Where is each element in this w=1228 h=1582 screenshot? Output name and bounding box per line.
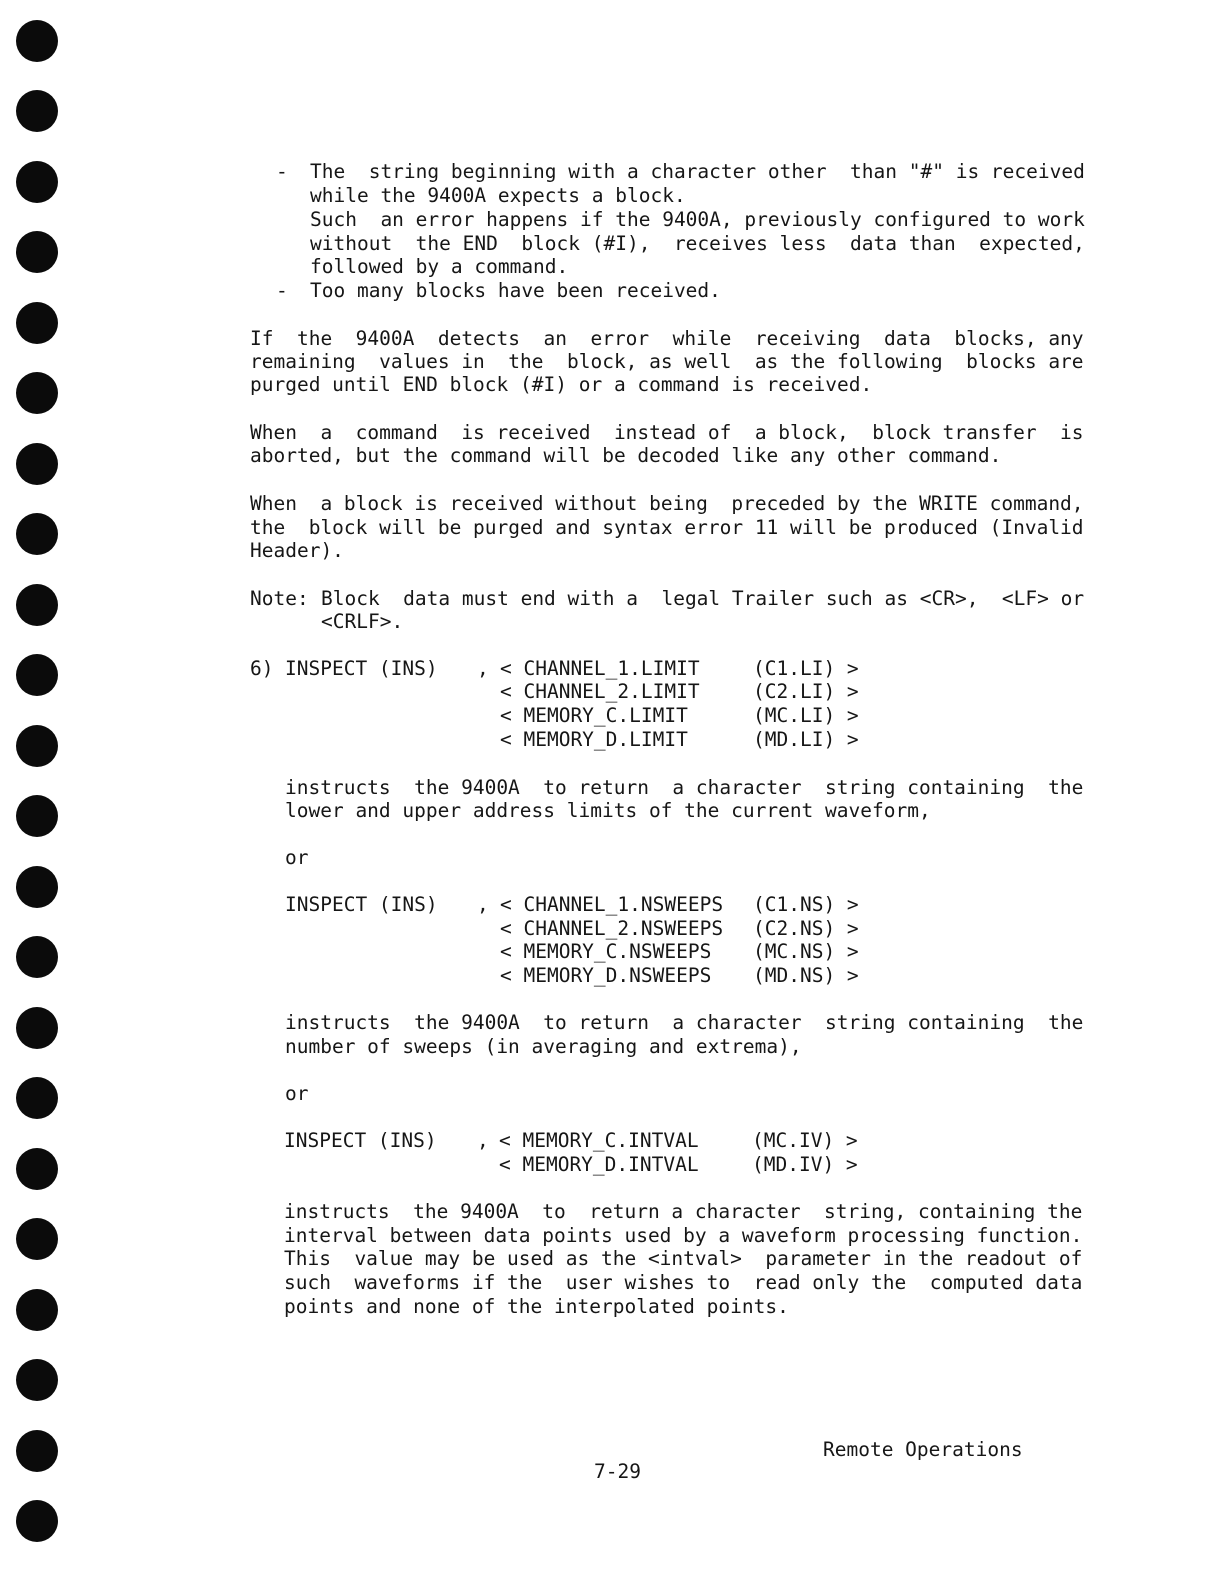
option-name: < MEMORY_D.INTVAL	[499, 1153, 699, 1176]
description-line: instructs the 9400A to return a character string, containing the	[284, 1200, 1083, 1223]
command-separator: ,	[477, 1129, 489, 1152]
description-line: instructs the 9400A to return a character string containing the	[285, 1011, 1084, 1034]
bullet-line: Such an error happens if the 9400A, previously configured to work	[310, 208, 1085, 231]
note-line: Block data must end with a legal Trailer such as <CR>, <LF> or	[321, 587, 1085, 610]
option-name: < CHANNEL_1.LIMIT	[500, 657, 700, 680]
option-abbr: (MD.NS) >	[753, 964, 859, 987]
bullet-marker: -	[276, 160, 288, 183]
or-separator: or	[285, 1082, 309, 1105]
description-line: instructs the 9400A to return a character string containing the	[285, 776, 1084, 799]
paragraph-line: When a command is received instead of a block, block transfer is	[250, 421, 1084, 444]
bullet-line: while the 9400A expects a block.	[310, 184, 686, 207]
option-name: < MEMORY_C.LIMIT	[500, 704, 688, 727]
bullet-line: Too many blocks have been received.	[310, 279, 721, 302]
description-line: This value may be used as the <intval> parameter in the readout of	[284, 1247, 1083, 1270]
bullet-line: followed by a command.	[310, 255, 569, 278]
paragraph-line: remaining values in the block, as well as the following blocks are	[250, 350, 1084, 373]
option-abbr: (MC.NS) >	[753, 940, 859, 963]
paragraph-line: the block will be purged and syntax error 11 will be produced (Invalid	[250, 516, 1084, 539]
bullet-line: The string beginning with a character other than "#" is received	[310, 160, 1085, 183]
option-abbr: (C2.NS) >	[753, 917, 859, 940]
or-separator: or	[285, 846, 309, 869]
command-name: INSPECT (INS)	[284, 1129, 437, 1152]
option-name: < MEMORY_C.NSWEEPS	[500, 940, 712, 963]
option-name: < CHANNEL_2.LIMIT	[500, 680, 700, 703]
description-line: points and none of the interpolated points.	[284, 1295, 789, 1318]
description-line: number of sweeps (in averaging and extrema),	[285, 1035, 802, 1058]
footer-section-title: Remote Operations	[823, 1438, 1023, 1461]
command-separator: ,	[477, 657, 489, 680]
option-abbr: (C1.NS) >	[753, 893, 859, 916]
option-abbr: (C2.LI) >	[753, 680, 859, 703]
description-line: interval between data points used by a waveform processing function.	[284, 1224, 1083, 1247]
option-abbr: (C1.LI) >	[753, 657, 859, 680]
command-separator: ,	[477, 893, 489, 916]
paragraph-line: Header).	[250, 539, 344, 562]
command-name: INSPECT (INS)	[285, 657, 438, 680]
bullet-line: without the END block (#I), receives less data than expected,	[310, 232, 1085, 255]
option-abbr: (MD.LI) >	[753, 728, 859, 751]
paragraph-line: purged until END block (#I) or a command is received.	[250, 373, 873, 396]
note-line: <CRLF>.	[321, 610, 404, 633]
page-number: 7-29	[594, 1460, 641, 1483]
option-name: < MEMORY_D.LIMIT	[500, 728, 688, 751]
bullet-marker: -	[276, 279, 288, 302]
option-abbr: (MC.IV) >	[752, 1129, 858, 1152]
option-abbr: (MC.LI) >	[753, 704, 859, 727]
option-name: < MEMORY_C.INTVAL	[499, 1129, 699, 1152]
option-name: < MEMORY_D.NSWEEPS	[500, 964, 712, 987]
paragraph-line: aborted, but the command will be decoded like any other command.	[250, 444, 1002, 467]
item-number: 6)	[250, 657, 274, 680]
command-name: INSPECT (INS)	[285, 893, 438, 916]
description-line: such waveforms if the user wishes to read only the computed data	[284, 1271, 1083, 1294]
option-abbr: (MD.IV) >	[752, 1153, 858, 1176]
option-name: < CHANNEL_2.NSWEEPS	[500, 917, 724, 940]
paragraph-line: If the 9400A detects an error while receiving data blocks, any	[250, 327, 1084, 350]
paragraph-line: When a block is received without being preceded by the WRITE command,	[250, 492, 1084, 515]
description-line: lower and upper address limits of the current waveform,	[285, 799, 931, 822]
option-name: < CHANNEL_1.NSWEEPS	[500, 893, 724, 916]
note-label: Note:	[250, 587, 309, 610]
